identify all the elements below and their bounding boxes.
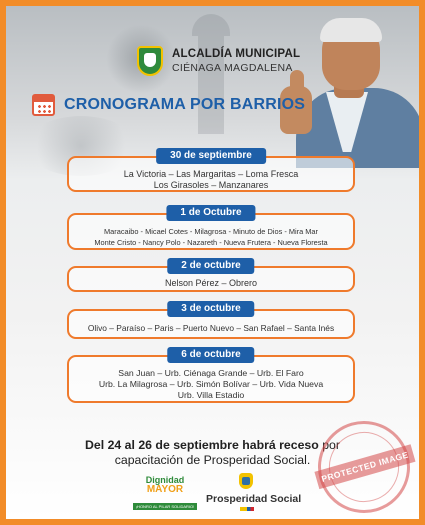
schedule-block — [67, 260, 355, 292]
schedule-block — [67, 303, 355, 339]
neighborhood-line: Nelson Pérez – Obrero — [164, 278, 258, 288]
protected-image-watermark: PROTECTED IMAGE — [307, 410, 419, 519]
church-tower-background — [176, 24, 246, 134]
poster-canvas — [6, 6, 419, 519]
date-tag: 30 de septiembre — [156, 148, 266, 164]
calendar-icon — [32, 94, 55, 116]
recess-notice-bold: Del 24 al 26 de septiembre habrá receso — [85, 438, 319, 452]
municipal-shield-icon — [134, 44, 166, 78]
date-tag: 1 de Octubre — [166, 205, 255, 221]
date-tag: 2 de octubre — [167, 258, 254, 274]
date-tag: 6 de octubre — [167, 347, 254, 363]
org-subtitle: CIÉNAGA MAGDALENA — [172, 62, 293, 74]
section-title: CRONOGRAMA POR BARRIOS — [64, 96, 306, 113]
neighborhood-line: Olivo – Paraíso – Paris – Puerto Nuevo – San Rafael – Santa Inés — [87, 323, 335, 333]
schedule-block — [67, 349, 355, 403]
prosperidad-social-logo: Prosperidad Social — [206, 493, 302, 505]
org-title: ALCALDÍA MUNICIPAL — [172, 48, 301, 60]
colombia-emblem-icon — [237, 473, 255, 491]
recess-notice-line2: capacitación de Prosperidad Social. — [114, 453, 311, 467]
schedule-block — [67, 207, 355, 250]
neighborhood-line: Los Girasoles – Manzanares — [153, 180, 269, 190]
colombia-flag-icon — [240, 507, 254, 511]
neighborhood-line: Urb. Villa Estadio — [177, 390, 245, 400]
neighborhood-line: Monte Cristo - Nancy Polo - Nazareth - Nueva Frutera - Nueva Floresta — [94, 238, 328, 247]
smiling-man-photo — [274, 12, 419, 162]
schedule-block — [67, 150, 355, 192]
neighborhood-line: San Juan – Urb. Ciénaga Grande – Urb. El Faro — [118, 368, 304, 378]
dignidad-mayor-logo: Dignidad MAYOR ¡HONRO AL PILAR SOLIDARIO! — [132, 475, 198, 513]
neighborhood-line: Maracaibo - Micael Cotes - Milagrosa - Minuto de Dios - Mira Mar — [104, 227, 318, 236]
neighborhood-line: La Victoria – Las Margaritas – Loma Fresca — [123, 169, 299, 179]
recess-notice-normal: por — [318, 438, 340, 452]
neighborhood-line: Urb. La Milagrosa – Urb. Simón Bolívar – Urb. Vida Nueva — [98, 379, 324, 389]
date-tag: 3 de octubre — [167, 301, 254, 317]
